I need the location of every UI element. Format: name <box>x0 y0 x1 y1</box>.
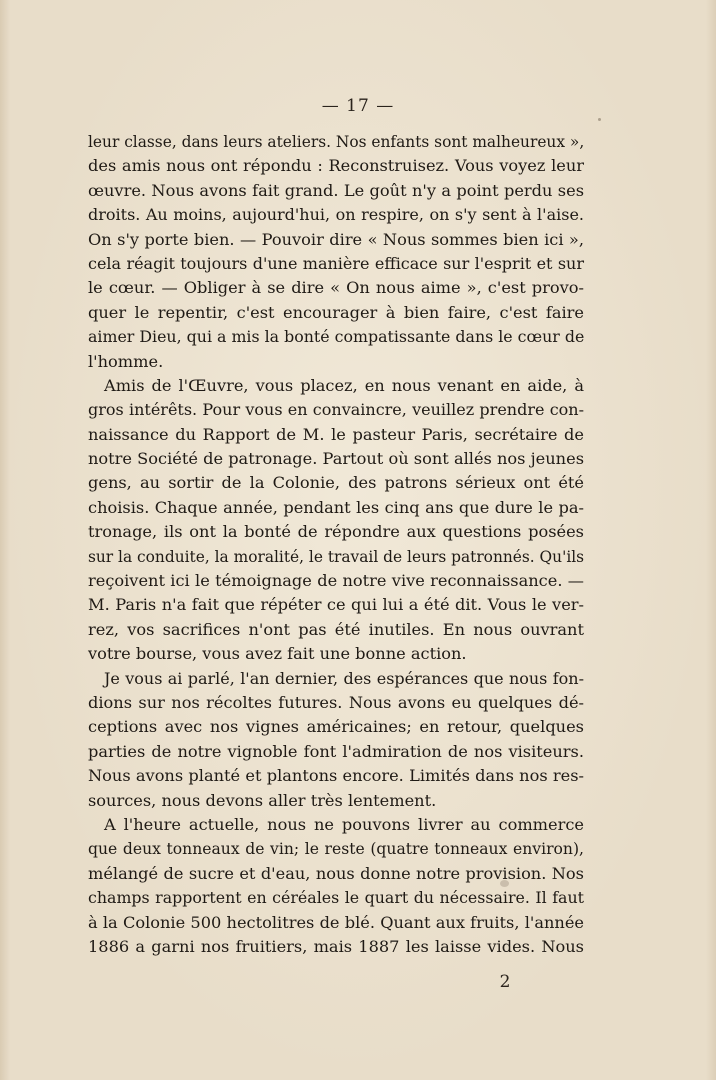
text-line: 1886 a garni nos fruitiers, mais 1887 les laisse vides. Nous <box>88 936 584 956</box>
text-line: quer le repentir, c'est encourager à bien faire, c'est faire <box>88 302 584 322</box>
text-line: dions sur nos récoltes futures. Nous avons eu quelques dé- <box>88 692 584 712</box>
text-line: On s'y porte bien. — Pouvoir dire « Nous sommes bien ici », <box>88 229 584 249</box>
text-line: Nous avons planté et plantons encore. Limités dans nos res- <box>88 766 584 786</box>
page-number: — 17 — <box>321 96 395 116</box>
paper-speck <box>500 880 509 887</box>
text-line: tronage, ils ont la bonté de répondre aux questions posées <box>88 522 584 542</box>
text-line: Je vous ai parlé, l'an dernier, des espérances que nous fon- <box>104 668 584 688</box>
text-line: Amis de l'Œuvre, vous placez, en nous venant en aide, à <box>104 375 584 395</box>
text-line: votre bourse, vous avez fait une bonne action. <box>88 644 467 664</box>
text-line: rez, vos sacrifices n'ont pas été inutiles. En nous ouvrant <box>88 619 584 639</box>
paper-speck <box>598 118 601 121</box>
text-line: l'homme. <box>88 351 164 371</box>
text-line: cela réagit toujours d'une manière efficace sur l'esprit et sur <box>88 253 584 273</box>
text-line: droits. Au moins, aujourd'hui, on respire, on s'y sent à l'aise. <box>88 205 584 225</box>
text-line: M. Paris n'a fait que répéter ce qui lui a été dit. Vous le ver- <box>88 595 584 615</box>
text-line: choisis. Chaque année, pendant les cinq ans que dure le pa- <box>88 497 584 517</box>
text-line: gens, au sortir de la Colonie, des patrons sérieux ont été <box>88 473 584 493</box>
text-line: des amis nous ont répondu : Reconstruisez. Vous voyez leur <box>88 156 584 176</box>
text-line: aimer Dieu, qui a mis la bonté compatissante dans le cœur de <box>88 327 585 347</box>
text-line: reçoivent ici le témoignage de notre vive reconnaissance. — <box>88 571 584 591</box>
text-line: notre Société de patronage. Partout où sont allés nos jeunes <box>88 449 584 469</box>
text-line: parties de notre vignoble font l'admiration de nos visiteurs. <box>88 741 584 761</box>
text-line: naissance du Rapport de M. le pasteur Paris, secrétaire de <box>88 424 584 444</box>
text-line: ceptions avec nos vignes américaines; en retour, quelques <box>88 717 584 737</box>
text-line: sur la conduite, la moralité, le travail de leurs patronnés. Qu'ils <box>88 547 585 566</box>
text-line: à la Colonie 500 hectolitres de blé. Quant aux fruits, l'année <box>88 912 584 932</box>
text-line: gros intérêts. Pour vous en convaincre, veuillez prendre con- <box>88 400 584 420</box>
text-line: que deux tonneaux de vin; le reste (quatre tonneaux environ), <box>88 840 584 859</box>
body-text <box>88 130 584 959</box>
text-line: champs rapportent en céréales le quart du nécessaire. Il faut <box>88 888 584 908</box>
text-line: mélangé de sucre et d'eau, nous donne notre provision. Nos <box>88 863 584 883</box>
text-line: œuvre. Nous avons fait grand. Le goût n'y a point perdu ses <box>88 180 584 200</box>
text-line: le cœur. — Obliger à se dire « On nous aime », c'est provo- <box>88 278 584 298</box>
text-line: sources, nous devons aller très lentement. <box>88 790 437 810</box>
signature-mark: 2 <box>499 972 511 992</box>
text-line: A l'heure actuelle, nous ne pouvons livrer au commerce <box>104 814 584 834</box>
text-line: leur classe, dans leurs ateliers. Nos enfants sont malheureux », <box>88 133 585 151</box>
